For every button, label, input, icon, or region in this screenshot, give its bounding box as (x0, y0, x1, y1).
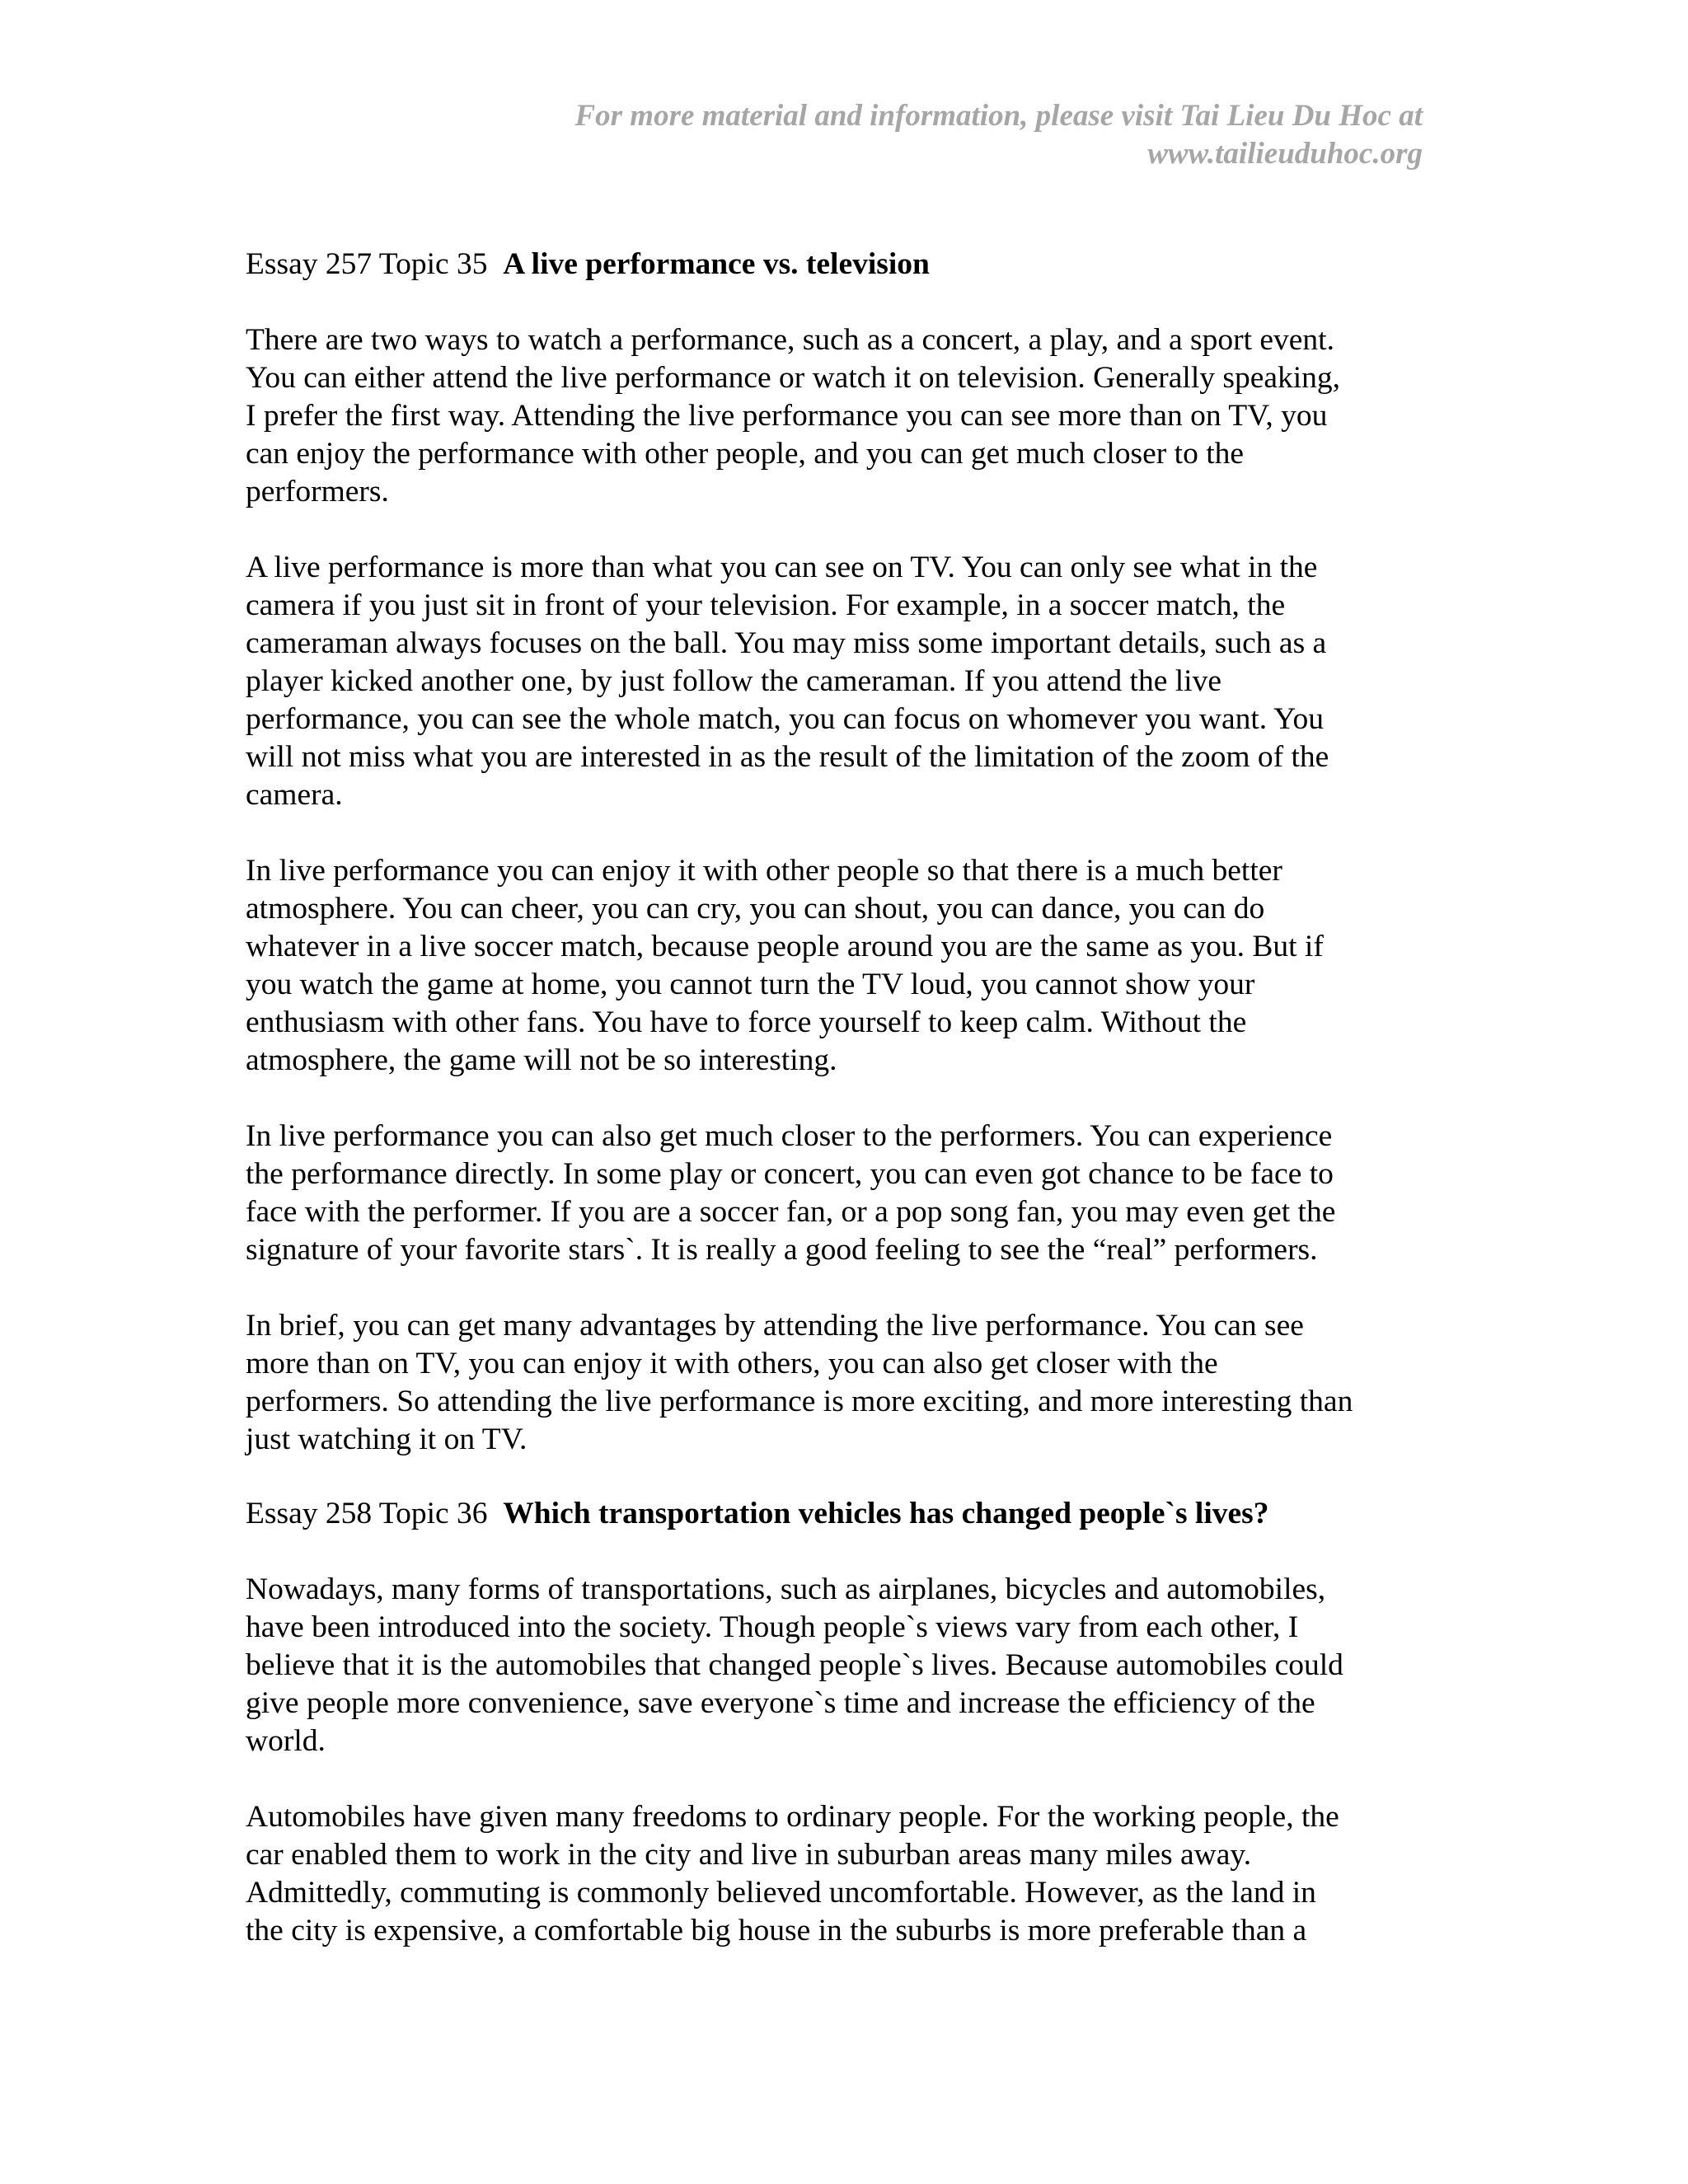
text-line: signature of your favorite stars`. It is really a good feeling to see the “real” performers. (246, 1233, 1318, 1267)
text-line: performers. So attending the live performance is more exciting, and more interesting than (246, 1385, 1353, 1418)
text-line: believe that it is the automobiles that changed people`s lives. Because automobiles could (246, 1648, 1343, 1682)
text-line: can enjoy the performance with other people, and you can get much closer to the (246, 437, 1245, 471)
essay-257-label: Essay 257 Topic 35 (246, 247, 488, 281)
text-line: camera if you just sit in front of your television. For example, in a soccer match, the (246, 588, 1286, 622)
text-line: player kicked another one, by just follow the cameraman. If you attend the live (246, 664, 1221, 698)
text-line: just watching it on TV. (246, 1422, 528, 1456)
essay-257-paragraph-5 (246, 1307, 1432, 1459)
text-line: performers. (246, 475, 389, 509)
text-line: performance, you can see the whole match, you can focus on whomever you want. You (246, 702, 1324, 736)
essay-257-paragraph-3 (246, 852, 1432, 1080)
essay-258-title: Which transportation vehicles has changed people`s lives? (503, 1497, 1269, 1530)
essay-258-paragraph-2 (246, 1798, 1432, 1950)
text-line: There are two ways to watch a performance, such as a concert, a play, and a sport event. (246, 323, 1334, 357)
essay-258-heading (246, 1495, 1432, 1533)
essay-257-paragraph-1 (246, 321, 1432, 511)
text-line: world. (246, 1724, 326, 1758)
essay-257-heading (246, 246, 1432, 284)
text-line: I prefer the first way. Attending the live performance you can see more than on TV, you (246, 399, 1328, 433)
text-line: cameraman always focuses on the ball. You may miss some important details, such as a (246, 626, 1327, 660)
text-line: A live performance is more than what you can see on TV. You can only see what in the (246, 551, 1318, 584)
text-line: Admittedly, commuting is commonly believed uncomfortable. However, as the land in (246, 1876, 1316, 1910)
text-line: face with the performer. If you are a soccer fan, or a pop song fan, you may even get the (246, 1195, 1336, 1229)
text-line: will not miss what you are interested in as the result of the limitation of the zoom of the (246, 740, 1329, 774)
text-line: you watch the game at home, you cannot turn the TV loud, you cannot show your (246, 968, 1255, 1001)
text-line: Nowadays, many forms of transportations, such as airplanes, bicycles and automobiles, (246, 1572, 1326, 1606)
text-line: car enabled them to work in the city and live in suburban areas many miles away. (246, 1838, 1252, 1872)
text-line: have been introduced into the society. Though people`s views vary from each other, I (246, 1610, 1299, 1644)
essay-258-paragraph-1 (246, 1571, 1432, 1760)
header-note-line-2: www.tailieuduhoc.org (1147, 137, 1423, 171)
text-line: In live performance you can also get much closer to the performers. You can experience (246, 1119, 1333, 1153)
text-line: camera. (246, 778, 343, 812)
essay-257-paragraph-4 (246, 1118, 1432, 1269)
text-line: enthusiasm with other fans. You have to force yourself to keep calm. Without the (246, 1005, 1247, 1039)
text-line: atmosphere, the game will not be so interesting. (246, 1043, 837, 1077)
essay-257-paragraph-2 (246, 549, 1432, 814)
text-line: Automobiles have given many freedoms to ordinary people. For the working people, the (246, 1800, 1339, 1834)
header-note (269, 97, 1423, 173)
text-line: You can either attend the live performance or watch it on television. Generally speaking, (246, 361, 1341, 395)
header-note-line-1: For more material and information, please visit Tai Lieu Du Hoc at (574, 99, 1423, 133)
text-line: give people more convenience, save everyone`s time and increase the efficiency of the (246, 1686, 1315, 1720)
text-line: whatever in a live soccer match, because people around you are the same as you. But if (246, 930, 1324, 963)
text-line: the performance directly. In some play or concert, you can even got chance to be face to (246, 1157, 1334, 1191)
text-line: more than on TV, you can enjoy it with others, you can also get closer with the (246, 1347, 1218, 1380)
text-line: the city is expensive, a comfortable big house in the suburbs is more preferable than a (246, 1914, 1307, 1947)
essay-258-label: Essay 258 Topic 36 (246, 1497, 488, 1530)
text-line: In live performance you can enjoy it with other people so that there is a much better (246, 854, 1282, 888)
essay-257-title: A live performance vs. television (503, 247, 930, 281)
text-line: In brief, you can get many advantages by attending the live performance. You can see (246, 1309, 1304, 1343)
document-body (246, 246, 1432, 1988)
text-line: atmosphere. You can cheer, you can cry, you can shout, you can dance, you can do (246, 892, 1265, 926)
